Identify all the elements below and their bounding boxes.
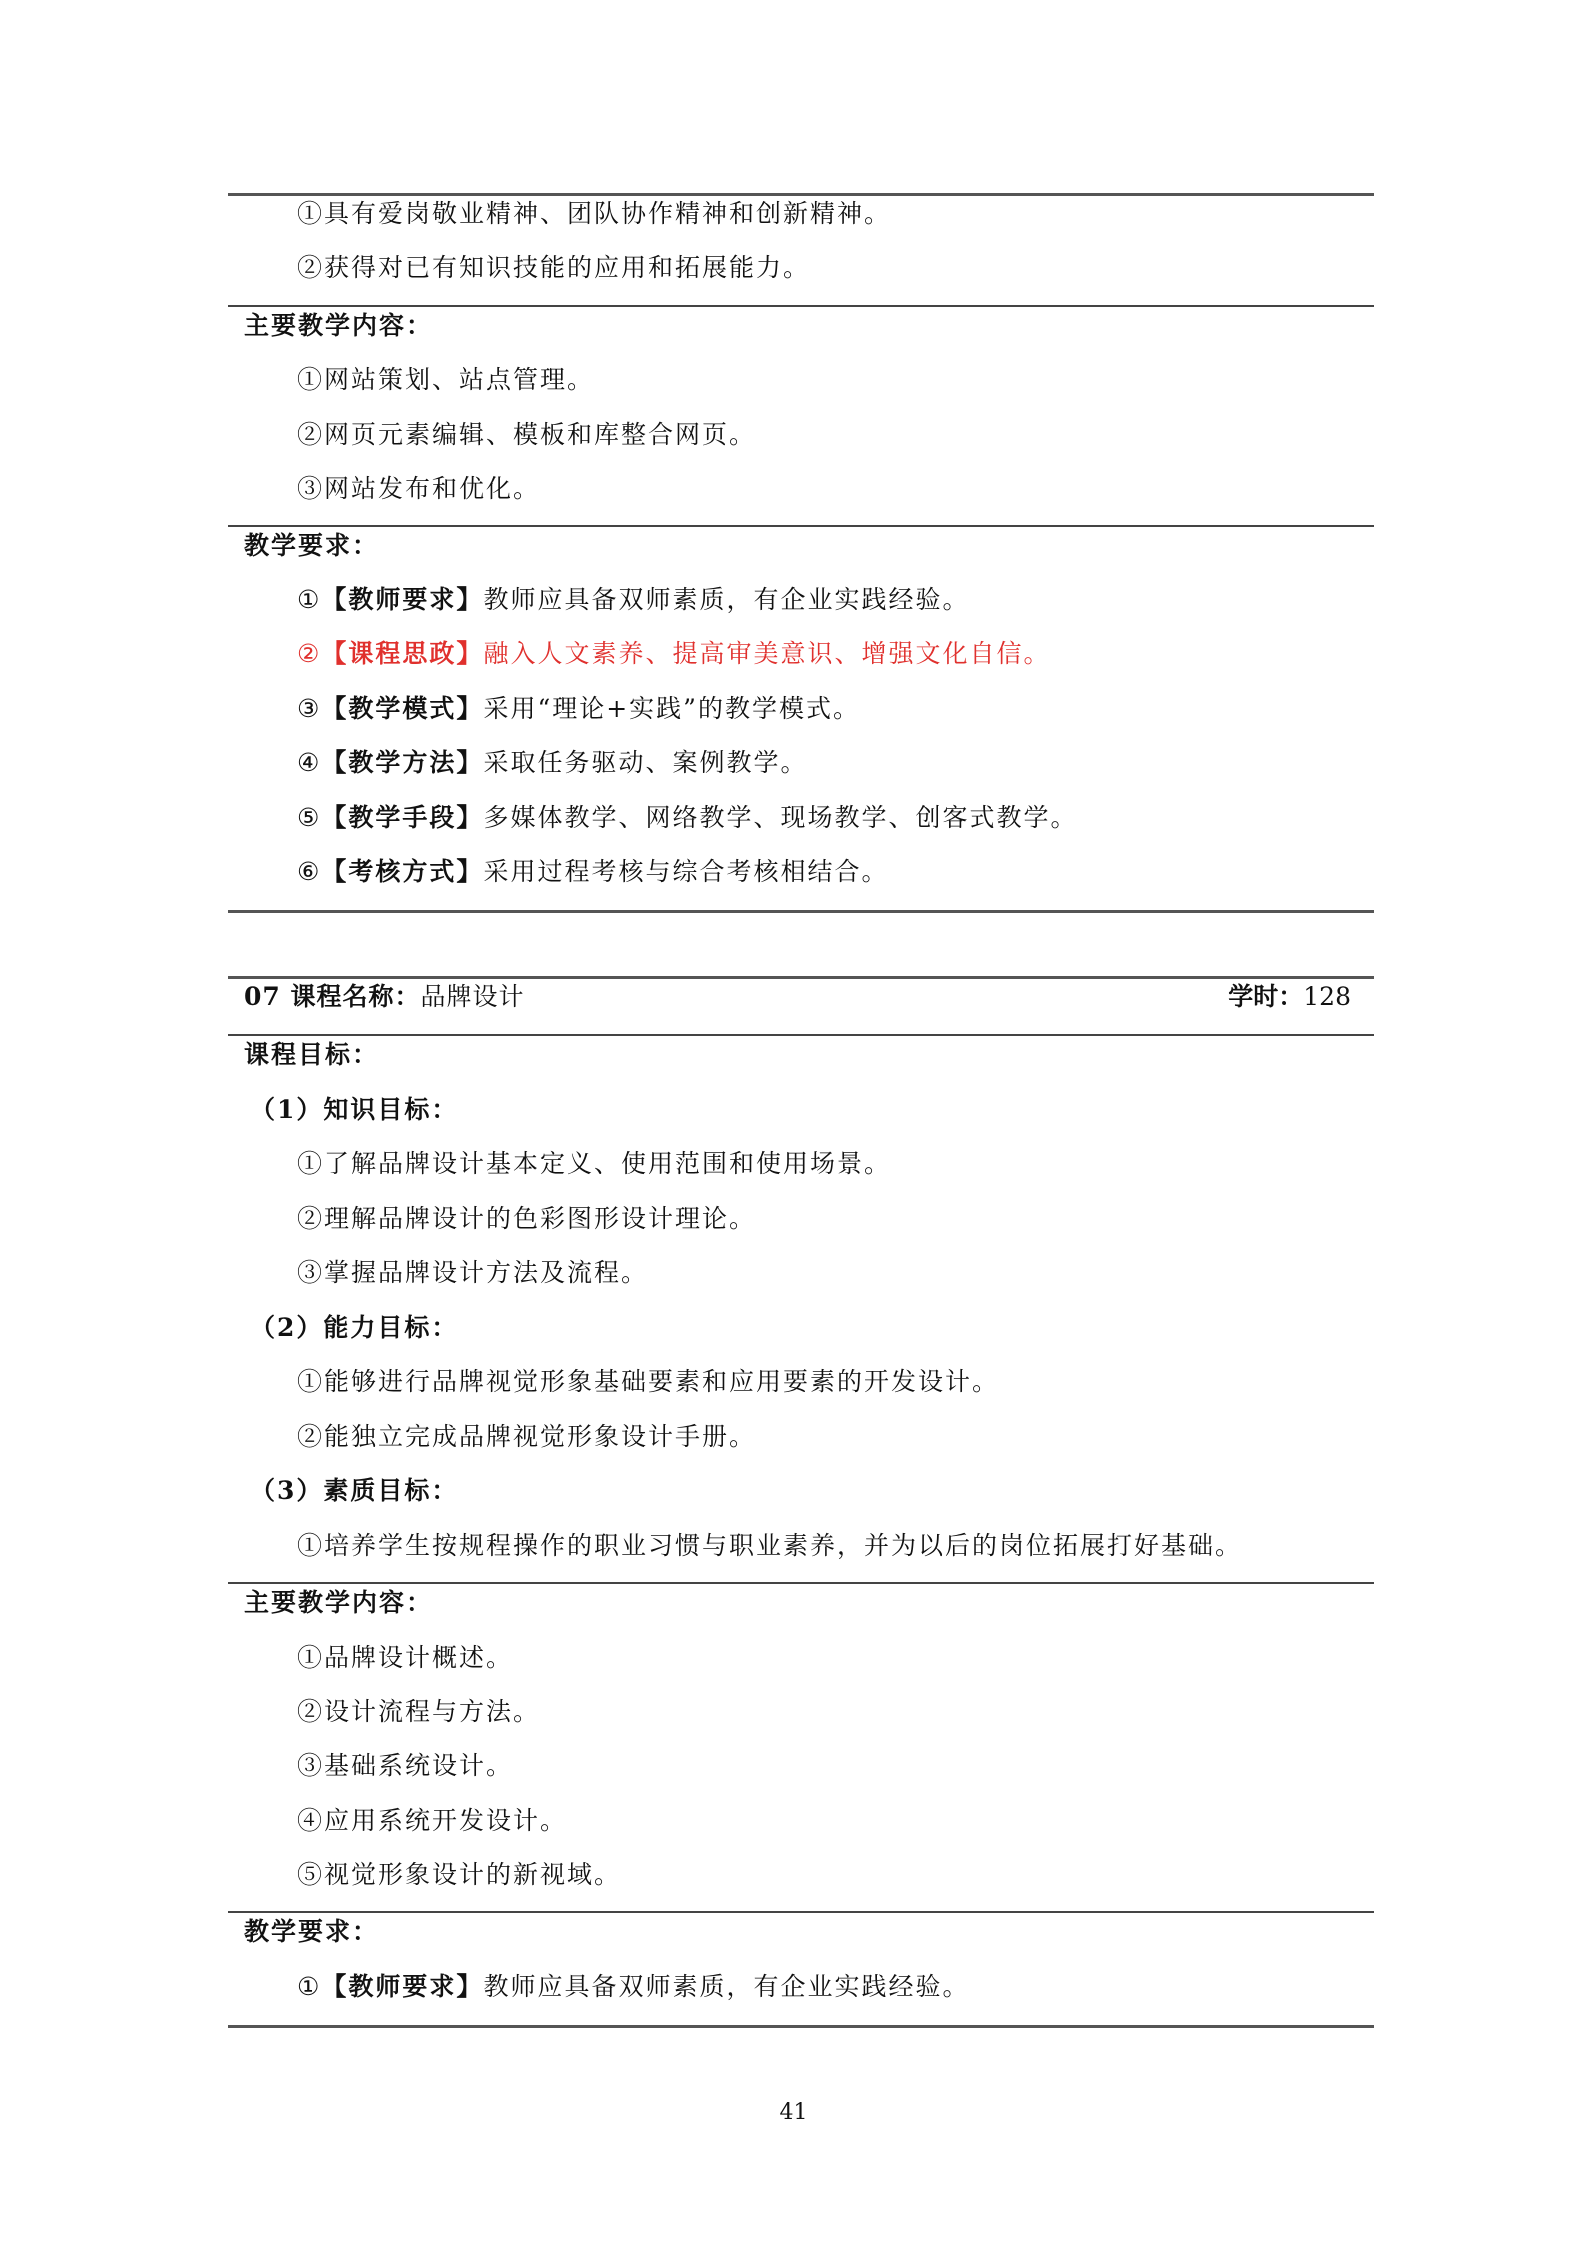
item-tag: 【教学手段】 [321,803,484,832]
row-divider [228,1034,1374,1036]
table-top-rule [228,976,1374,979]
content-heading: 主要教学内容： [244,311,434,340]
item-tag: 【教学模式】 [321,694,484,723]
item-text: 采用过程考核与综合考核相结合。 [483,857,889,886]
table-bottom-rule [228,910,1374,913]
item-number: ⑤ [297,803,322,832]
knowledge-heading: （1）知识目标： [250,1095,459,1124]
ability-item-2: ②能独立完成品牌视觉形象设计手册。 [297,1422,757,1451]
item-number: ③ [297,694,322,723]
table-bottom-rule [228,2025,1374,2028]
item-number: ① [297,1972,322,2001]
content-item-2: ②设计流程与方法。 [297,1697,541,1726]
row-divider [228,525,1374,527]
content-item-1: ①网站策划、站点管理。 [297,365,595,394]
course-title [244,980,525,1014]
item-text: 融入人文素养、提高审美意识、增强文化自信。 [483,639,1051,668]
row-divider [228,1911,1374,1913]
course-hours [1228,980,1351,1014]
item-text: 采取任务驱动、案例教学。 [483,748,808,777]
course-name: 品牌设计 [420,982,525,1011]
item-tag: 【课程思政】 [321,639,484,668]
item-text: 采用“理论+实践”的教学模式。 [483,694,860,723]
quality-item-1: ①具有爱岗敬业精神、团队协作精神和创新精神。 [297,199,892,228]
item-number: ① [297,585,322,614]
knowledge-item-2: ②理解品牌设计的色彩图形设计理论。 [297,1204,757,1233]
requirement-item-teacher [297,583,969,617]
hours-label: 学时： [1228,982,1304,1011]
item-tag: 【教学方法】 [321,748,484,777]
ability-heading: （2）能力目标： [250,1313,459,1342]
item-text: 多媒体教学、网络教学、现场教学、创客式教学。 [483,803,1078,832]
quality-item-2: ②获得对已有知识技能的应用和拓展能力。 [297,253,811,282]
item-text: 教师应具备双师素质，有企业实践经验。 [483,585,970,614]
requirement-item-means [297,801,1077,835]
item-number: ② [297,639,322,668]
item-text: 教师应具备双师素质，有企业实践经验。 [483,1972,970,2001]
page-number: 41 [779,2100,808,2125]
requirement-item-assessment [297,855,888,889]
quality-item-1: ①培养学生按规程操作的职业习惯与职业素养，并为以后的岗位拓展打好基础。 [297,1531,1243,1560]
quality-heading: （3）素质目标： [250,1476,459,1505]
requirement-item-mode [297,692,860,726]
requirement-heading: 教学要求： [244,531,380,560]
content-item-3: ③基础系统设计。 [297,1751,514,1780]
requirement-item-teacher [297,1970,969,2004]
content-item-5: ⑤视觉形象设计的新视域。 [297,1860,622,1889]
course-name-label: 07 课程名称： [244,982,421,1011]
content-item-1: ①品牌设计概述。 [297,1643,514,1672]
item-number: ⑥ [297,857,322,886]
item-tag: 【教师要求】 [321,1972,484,2001]
requirement-heading: 教学要求： [244,1917,380,1946]
goal-heading: 课程目标： [244,1040,380,1069]
requirement-item-ideology [297,637,1050,671]
hours-value: 128 [1303,982,1351,1011]
content-item-2: ②网页元素编辑、模板和库整合网页。 [297,420,757,449]
table-top-rule [228,193,1374,196]
content-item-3: ③网站发布和优化。 [297,474,541,503]
row-divider [228,305,1374,307]
knowledge-item-1: ①了解品牌设计基本定义、使用范围和使用场景。 [297,1149,892,1178]
content-heading: 主要教学内容： [244,1588,434,1617]
knowledge-item-3: ③掌握品牌设计方法及流程。 [297,1258,649,1287]
row-divider [228,1582,1374,1584]
content-item-4: ④应用系统开发设计。 [297,1806,568,1835]
item-tag: 【考核方式】 [321,857,484,886]
requirement-item-method [297,746,807,780]
item-tag: 【教师要求】 [321,585,484,614]
ability-item-1: ①能够进行品牌视觉形象基础要素和应用要素的开发设计。 [297,1367,1000,1396]
item-number: ④ [297,748,322,777]
